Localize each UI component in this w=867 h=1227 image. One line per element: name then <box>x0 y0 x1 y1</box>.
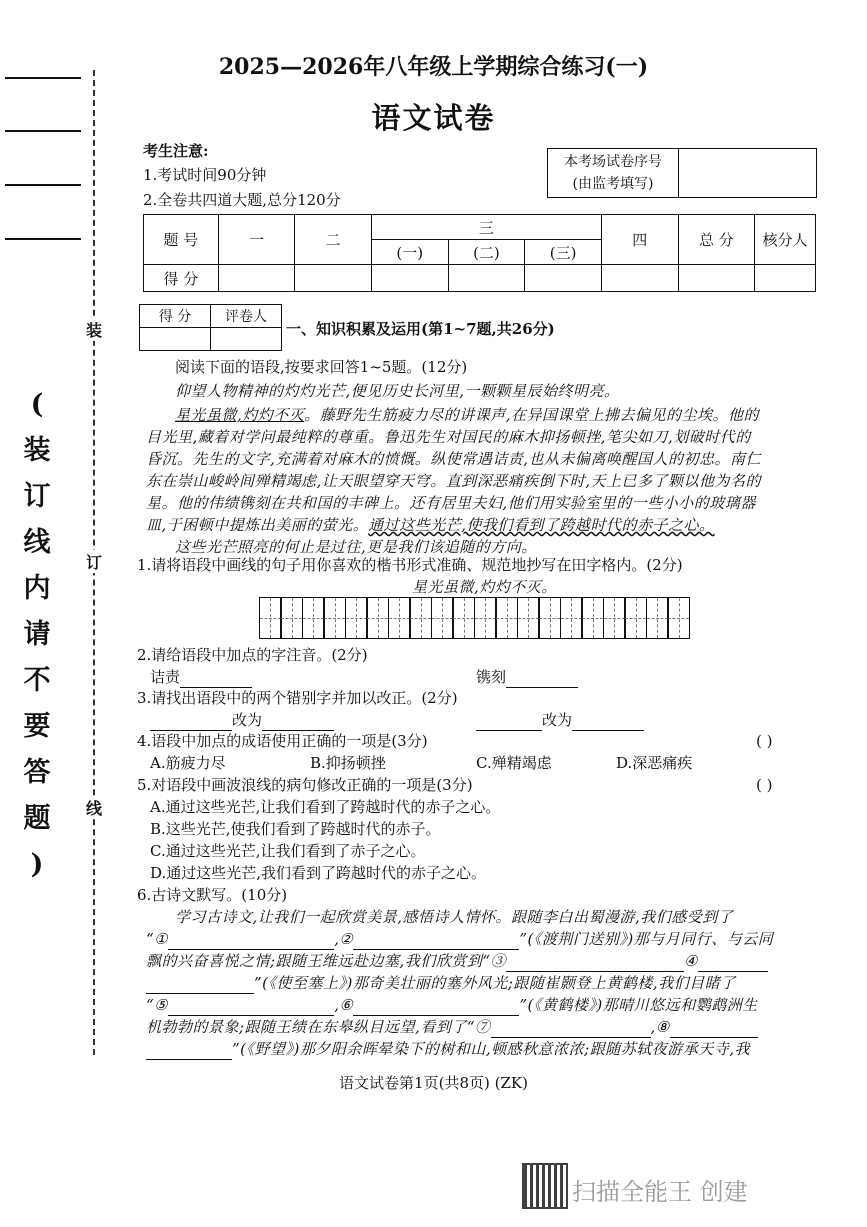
poem-line <box>146 1016 758 1038</box>
score-table-col: 二 <box>295 215 372 265</box>
answer-blank[interactable] <box>150 714 232 731</box>
correction-item <box>476 709 644 731</box>
grid-cell[interactable] <box>624 597 647 639</box>
underlined-sentence: 星光虽微,灼灼不灭 <box>175 406 305 424</box>
grid-cell[interactable] <box>302 597 325 639</box>
grid-cell[interactable] <box>538 597 561 639</box>
passage-line: 仰望人物精神的灼灼光芒,便见历史长河里,一颗颗星辰始终明亮。 <box>175 382 620 400</box>
binding-warning-char: ) <box>30 849 44 880</box>
answer-paren[interactable]: ( ) <box>756 776 773 794</box>
seat-label-line: 本考场试卷序号 <box>564 154 662 170</box>
wavy-sentence: 通过这些光芒,使我们看到了跨越时代的赤子之心。 <box>368 516 715 534</box>
binding-line <box>5 238 81 240</box>
grid-cell[interactable] <box>495 597 518 639</box>
grid-cell[interactable] <box>431 597 454 639</box>
pinyin-item <box>150 666 252 688</box>
poem-text: “⑤ <box>146 996 169 1014</box>
question-1: 1.请将语段中画线的句子用你喜欢的楷书形式准确、规范地抄写在田字格内。(2分) <box>137 556 683 574</box>
option[interactable]: B.抑扬顿挫 <box>310 754 386 772</box>
score-row-label: 得 分 <box>144 265 219 292</box>
poem-text: “① <box>146 930 169 948</box>
score-cell[interactable] <box>678 265 755 292</box>
binding-warning-char: 线 <box>23 527 51 558</box>
score-cell[interactable] <box>295 265 372 292</box>
passage-line <box>146 514 715 536</box>
question-5: 5.对语段中画波浪线的病句修改正确的一项是(3分) <box>137 776 473 794</box>
notice-line: 1.考试时间90分钟 <box>143 166 267 184</box>
score-cell[interactable] <box>371 265 448 292</box>
binding-warning-char: 请 <box>23 619 51 650</box>
poem-blank[interactable] <box>506 955 684 972</box>
grid-cell[interactable] <box>646 597 669 639</box>
exam-title: 2025—2026年八年级上学期综合练习(一) <box>218 54 649 80</box>
poem-blank[interactable] <box>353 933 519 950</box>
score-table-col: 四 <box>601 215 678 265</box>
passage-line: 东在崇山峻岭间殚精竭虑,让天眼望穿天穹。直到深恶痛疾倒下时,天上已多了颗以他为名的 <box>146 472 762 490</box>
binding-warning-char: 答 <box>23 757 51 788</box>
grader-box <box>139 304 282 351</box>
score-cell[interactable] <box>218 265 295 292</box>
notice-heading: 考生注意: <box>143 142 209 160</box>
seat-label-line: (由监考填写) <box>572 176 654 192</box>
binding-warning-char: 装 <box>23 435 51 466</box>
binding-warning-char: 订 <box>23 481 51 512</box>
change-label: 改为 <box>542 711 573 729</box>
section-heading: 一、知识积累及运用(第1~7题,共26分) <box>286 320 555 338</box>
score-cell[interactable] <box>755 265 816 292</box>
question-6: 6.古诗文默写。(10分) <box>137 886 288 904</box>
binding-warning <box>22 382 52 888</box>
score-table-subcol: (一) <box>371 240 448 265</box>
question-3: 3.请找出语段中的两个错别字并加以改正。(2分) <box>137 689 458 707</box>
subject-title: 语文试卷 <box>371 101 496 135</box>
poem-blank[interactable] <box>491 1021 651 1038</box>
grid-cell[interactable] <box>603 597 626 639</box>
word: 镌刻 <box>476 668 507 686</box>
grid-cell[interactable] <box>560 597 583 639</box>
grid-cell[interactable] <box>323 597 346 639</box>
grader-score-label: 得 分 <box>140 305 211 328</box>
passage-line <box>175 404 759 426</box>
passage-line: 星。他的伟绩镌刻在共和国的丰碑上。还有居里夫妇,他们用实验室里的一些小小的玻璃器 <box>146 494 756 512</box>
poem-blank[interactable] <box>168 999 334 1016</box>
word: 诘责 <box>150 668 181 686</box>
score-table-col: 总 分 <box>678 215 755 265</box>
score-cell[interactable] <box>601 265 678 292</box>
score-table-col: 一 <box>218 215 295 265</box>
page-footer: 语文试卷第1页(共8页) (ZK) <box>339 1074 528 1092</box>
question-2: 2.请给语段中加点的字注音。(2分) <box>137 646 368 664</box>
passage-text: 皿,于困顿中提炼出美丽的萤光。 <box>146 516 369 534</box>
grader-score-field[interactable] <box>140 328 211 351</box>
option[interactable]: C.殚精竭虑 <box>476 754 552 772</box>
grader-name-field[interactable] <box>211 328 282 351</box>
answer-blank[interactable] <box>180 671 252 688</box>
scanner-watermark: 扫描全能王 创建 <box>572 1178 748 1206</box>
seat-label <box>548 149 679 198</box>
grid-cell[interactable] <box>388 597 411 639</box>
poem-line: 学习古诗文,让我们一起欣赏美景,感悟诗人情怀。跟随李白出蜀漫游,我们感受到了 <box>175 908 734 926</box>
poem-line <box>146 1038 750 1060</box>
poem-text: ,⑥ <box>334 996 354 1014</box>
score-table-subcol: (二) <box>448 240 525 265</box>
poem-text: ”(《野望》)那夕阳余晖晕染下的树和山,顿感秋意浓浓;跟随苏轼夜游承天寺,我 <box>232 1040 750 1058</box>
poem-text: ”(《渡荆门送别》)那与月同行、与云同 <box>519 930 774 948</box>
poem-text: ”(《黄鹤楼》)那晴川悠远和鹦鹉洲生 <box>519 996 758 1014</box>
passage-text: 。藤野先生筋疲力尽的讲课声,在异国课堂上拂去偏见的尘埃。他的 <box>304 406 760 424</box>
poem-blank[interactable] <box>670 1021 758 1038</box>
option[interactable]: C.通过这些光芒,让我们看到了赤子之心。 <box>150 842 426 860</box>
score-table <box>143 214 816 292</box>
poem-blank[interactable] <box>698 955 768 972</box>
poem-line <box>146 994 758 1016</box>
score-cell[interactable] <box>525 265 602 292</box>
poem-line <box>146 928 773 950</box>
option[interactable]: B.这些光芒,使我们看到了跨越时代的赤子。 <box>150 820 441 838</box>
poem-blank[interactable] <box>146 1043 232 1060</box>
score-table-header-label: 题 号 <box>144 215 219 265</box>
option[interactable]: A.筋疲力尽 <box>150 754 226 772</box>
notice-line: 2.全卷共四道大题,总分120分 <box>143 191 341 209</box>
binding-mark-xian: 线 <box>86 796 102 819</box>
passage-line: 这些光芒照亮的何止是过往,更是我们该追随的方向。 <box>175 538 537 556</box>
answer-blank[interactable] <box>572 714 644 731</box>
binding-warning-char: 要 <box>23 711 51 742</box>
grid-cell[interactable] <box>667 597 690 639</box>
poem-blank[interactable] <box>353 999 519 1016</box>
grid-cell[interactable] <box>409 597 432 639</box>
option[interactable]: D.深恶痛疾 <box>616 754 693 772</box>
grid-cell[interactable] <box>345 597 368 639</box>
binding-warning-char: 不 <box>23 665 51 696</box>
option[interactable]: D.通过这些光芒,我们看到了跨越时代的赤子之心。 <box>150 864 487 882</box>
grid-cell[interactable] <box>259 597 282 639</box>
grader-name-label: 评卷人 <box>211 305 282 328</box>
passage-line: 目光里,藏着对学问最纯粹的尊重。鲁迅先生对国民的麻木抑扬顿挫,笔尖如刀,划破时代的 <box>146 428 751 446</box>
question-4: 4.语段中加点的成语使用正确的一项是(3分) <box>137 732 428 750</box>
passage-intro: 阅读下面的语段,按要求回答1~5题。(12分) <box>175 358 468 376</box>
correction-item <box>150 709 334 731</box>
score-table-col: 核分人 <box>755 215 816 265</box>
binding-warning-char: ( <box>30 389 44 420</box>
answer-blank[interactable] <box>262 714 334 731</box>
poem-text: 飘的兴奋喜悦之情;跟随王维远赴边塞,我们欣赏到“③ <box>146 952 506 970</box>
copy-sentence: 星光虽微,灼灼不灭。 <box>412 578 557 596</box>
change-label: 改为 <box>232 711 263 729</box>
qr-code-icon <box>522 1163 568 1209</box>
pinyin-item <box>476 666 578 688</box>
score-cell[interactable] <box>448 265 525 292</box>
poem-line <box>146 972 736 994</box>
poem-text: ”(《使至塞上》)那奇美壮丽的塞外风光;跟随崔颢登上黄鹤楼,我们目睹了 <box>254 974 736 992</box>
score-table-subcol: (三) <box>525 240 602 265</box>
passage-line: 昏沉。先生的文字,充满着对麻木的愤慨。纵使常遇诘责,也从未偏离唤醒国人的初忠。南仁 <box>146 450 762 468</box>
binding-warning-char: 题 <box>23 803 51 834</box>
answer-blank[interactable] <box>506 671 578 688</box>
grid-cell[interactable] <box>581 597 604 639</box>
binding-mark-zhuang: 装 <box>86 318 102 341</box>
grid-cell[interactable] <box>517 597 540 639</box>
binding-line <box>5 184 81 186</box>
grid-cell[interactable] <box>366 597 389 639</box>
poem-blank[interactable] <box>168 933 334 950</box>
score-table-col: 三 <box>371 215 601 240</box>
poem-line <box>146 950 768 972</box>
poem-text: 机勃勃的景象;跟随王绩在东皋纵目远望,看到了“⑦ <box>146 1018 491 1036</box>
answer-paren[interactable]: ( ) <box>756 732 773 750</box>
grid-cell[interactable] <box>474 597 497 639</box>
tianzige-grid[interactable] <box>260 597 690 639</box>
answer-blank[interactable] <box>476 714 542 731</box>
binding-mark-ding: 订 <box>86 550 102 573</box>
grid-cell[interactable] <box>452 597 475 639</box>
option[interactable]: A.通过这些光芒,让我们看到了跨越时代的赤子之心。 <box>150 798 501 816</box>
poem-text: ,⑧ <box>650 1018 670 1036</box>
poem-text: ④ <box>684 952 698 970</box>
grid-cell[interactable] <box>280 597 303 639</box>
binding-warning-char: 内 <box>23 573 51 604</box>
seat-number-box <box>547 148 817 198</box>
poem-blank[interactable] <box>146 977 254 994</box>
poem-text: ,② <box>334 930 354 948</box>
seat-number-field[interactable] <box>679 149 817 198</box>
